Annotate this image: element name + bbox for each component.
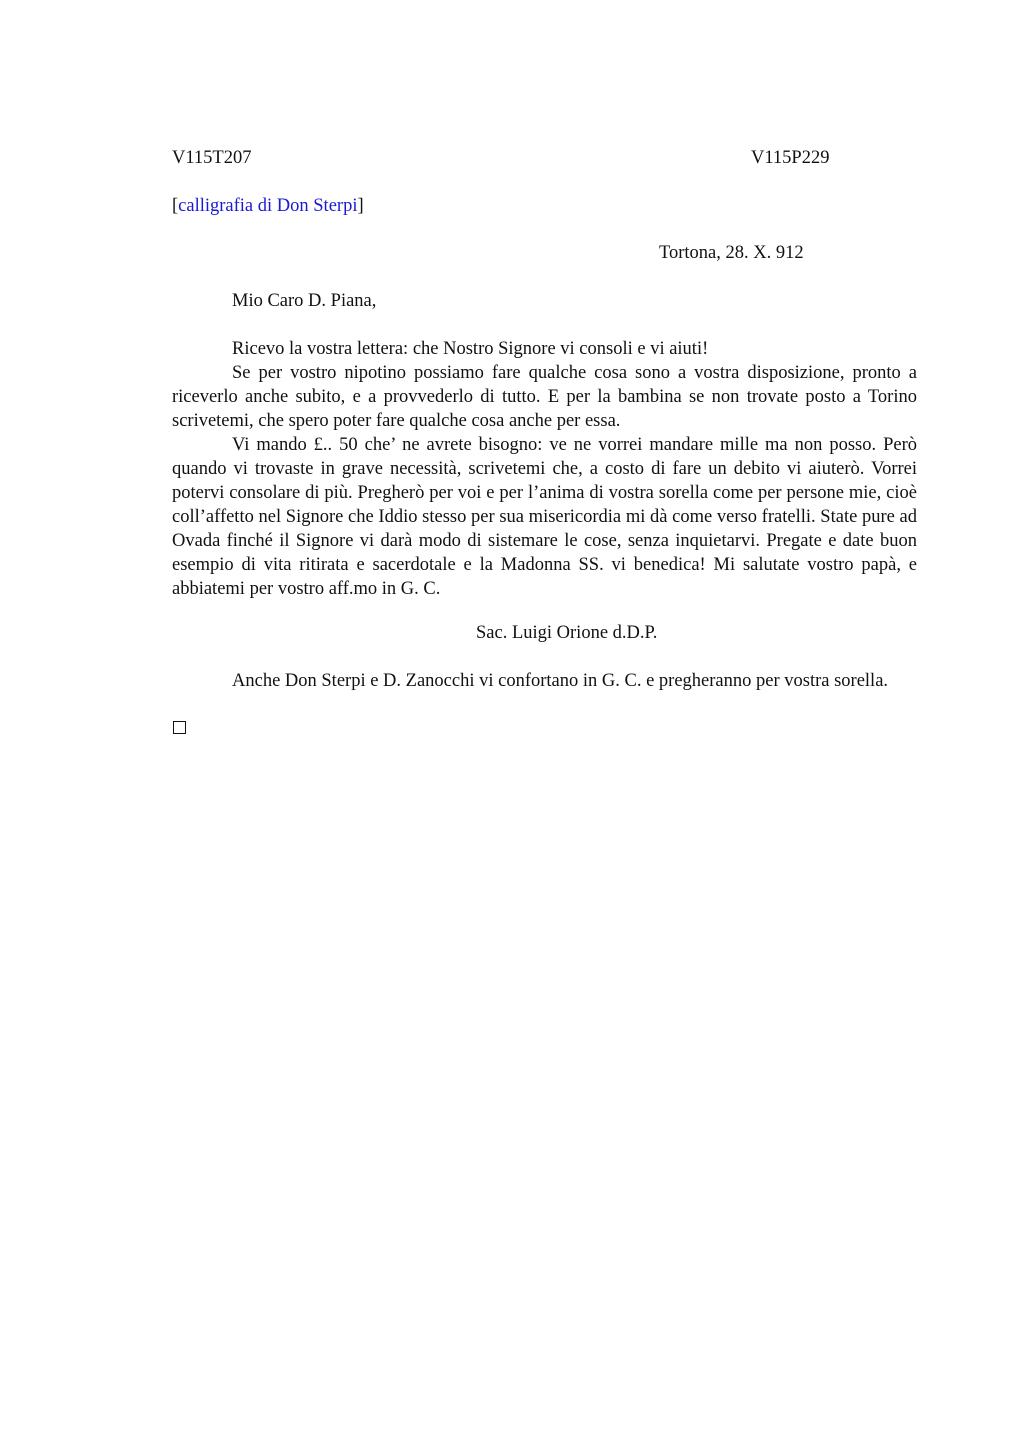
letter-paragraph: Vi mando £.. 50 che’ ne avrete bisogno: ve ne vorrei mandare mille ma non posso. Però quando vi trovaste in grave necessità, scrivetemi che, a costo di fare un debito vi aiuterò. Vorrei potervi consolare di più. Pregherò per voi e per l’anima di vostra sorella come per persone mie, cioè coll’affetto nel Signore che Iddio stesso per sua misericordia mi dà come verso fratelli. State pure ad Ovada finché il Signore vi darà modo di sistemare le cose, senza inquietarvi. Pregate e date buon esempio di vita ritirata e sacerdotale e la Madonna SS. vi benedica! Mi salutate vostro papà, e abbiatemi per vostro aff.mo in G. C. (172, 435, 917, 599)
square-outline-icon (173, 721, 186, 734)
salutation: Mio Caro D. Piana, (232, 291, 377, 311)
letter-paragraph: Se per vostro nipotino possiamo fare qualche cosa sono a vostra disposizione, pronto a riceverlo anche subito, e a provvederlo di tutto. E per la bambina se non trovate posto a Torino scrivetemi, che spero poter fare qualche cosa anche per essa. (172, 363, 917, 431)
note-text: calligrafia di Don Sterpi (178, 196, 358, 216)
postscript-block (172, 669, 917, 693)
postscript: Anche Don Sterpi e D. Zanocchi vi confortano in G. C. e pregheranno per vostra sorella. (232, 671, 889, 691)
letter-body (172, 337, 917, 601)
note-close-bracket: ] (357, 196, 364, 216)
place-date: Tortona, 28. X. 912 (659, 243, 804, 263)
signature: Sac. Luigi Orione d.D.P. (476, 623, 658, 643)
note-open-bracket: [ (172, 196, 179, 216)
letter-paragraph: Ricevo la vostra lettera: che Nostro Signore vi consoli e vi aiuti! (232, 339, 709, 359)
editorial-note (172, 194, 364, 218)
document-code-left: V115T207 (172, 148, 252, 168)
document-code-right: V115P229 (751, 148, 830, 168)
